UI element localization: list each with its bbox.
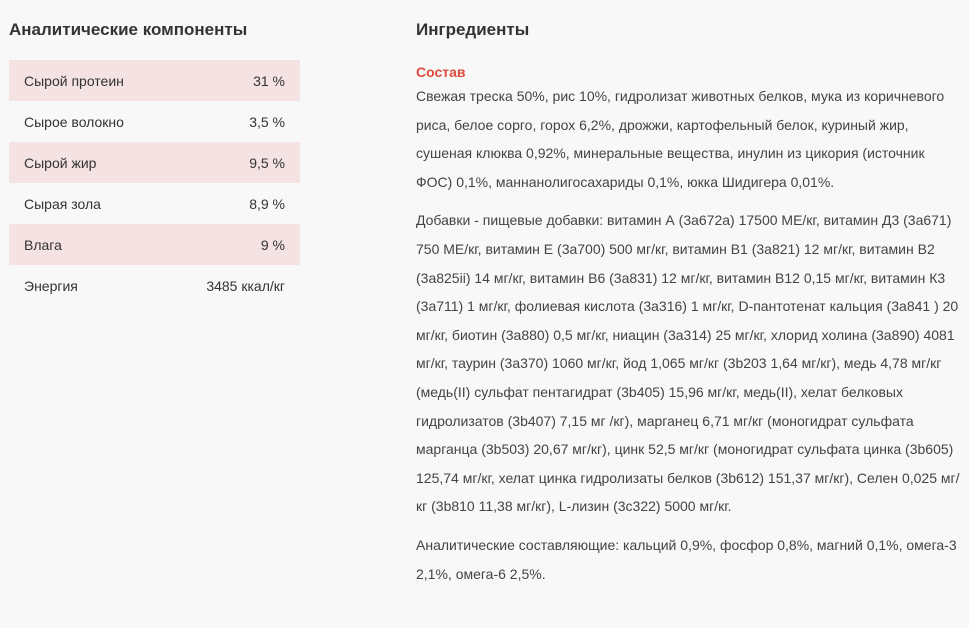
row-value: 3,5 % — [249, 113, 285, 130]
row-value: 31 % — [253, 72, 285, 89]
row-label: Сырой жир — [24, 154, 97, 171]
row-label: Сырое волокно — [24, 113, 124, 130]
row-label: Сырой протеин — [24, 72, 124, 89]
analytics-section — [9, 18, 300, 306]
table-row — [9, 224, 300, 265]
table-row — [9, 183, 300, 224]
composition-heading: Состав — [416, 64, 466, 80]
table-row — [9, 265, 300, 306]
row-value: 8,9 % — [249, 195, 285, 212]
row-label: Энергия — [24, 277, 78, 294]
composition-text: Свежая треска 50%, рис 10%, гидролизат животных белков, мука из коричневого риса, белое сорго, горох 6,2%, дрожжи, картофельный белок, куриный жир, сушеная клюква 0,92%, минеральные вещества, инулин из цикория (источник ФОС) 0,1%, маннанолигосахариды 0,1%, юкка Шидигера 0,01%. — [416, 88, 945, 190]
analytics-table — [9, 60, 300, 306]
row-value: 9 % — [260, 236, 285, 253]
ingredients-title: Ингредиенты — [416, 20, 530, 39]
additives-text: Добавки - пищевые добавки: витамин А (3а672а) 17500 МЕ/кг, витамин Д3 (3а671) 750 МЕ/кг, витамин Е (3а700) 500 мг/кг, витамин В1 (3а821) 12 мг/кг, витамин В2 (3а825ii) 14 мг/кг, витамин В6 (3а831) 12 мг/кг, витамин В12 0,15 мг/кг, витамин К3 (3а711) 1 мг/кг, фолиевая кислота (3а316) 1 мг/кг, D-пантотенат кальция (3а841 ) 20 мг/кг, биотин (3а880) 0,5 мг/кг, ниацин (3а314) 25 мг/кг, хлорид холина (3а890) 4081 мг/кг, таурин (3а370) 1060 мг/кг, йод 1,065 мг/кг (3b203 1,64 мг/кг), медь 4,78 мг/кг (медь(II) сульфат пентагидрат (3b405) 15,96 мг/кг, медь(II), хелат белковых гидролизатов (3b407) 7,15 мг /кг), марганец 6,71 мг/кг (моногидрат сульфата марганца (3b503) 20,67 мг/кг), цинк 52,5 мг/кг (моногидрат сульфата цинка (3b605) 125,74 мг/кг, хелат цинка гидролизаты белков (3b612) 151,37 мг/кг), Селен 0,025 мг/кг (3b810 11,38 мг/кг), L-лизин (3c322) 5000 мг/кг. — [416, 212, 960, 515]
analytical-text: Аналитические составляющие: кальций 0,9%, фосфор 0,8%, магний 0,1%, омега-3 2,1%, омега-6 2,5%. — [416, 536, 957, 582]
row-value: 3485 ккал/кг — [206, 277, 285, 294]
analytics-title: Аналитические компоненты — [9, 20, 248, 39]
table-row — [9, 60, 300, 101]
row-label: Влага — [24, 236, 62, 253]
ingredients-section — [416, 18, 961, 588]
row-label: Сырая зола — [24, 195, 101, 212]
row-value: 9,5 % — [249, 154, 285, 171]
table-row — [9, 142, 300, 183]
table-row — [9, 101, 300, 142]
